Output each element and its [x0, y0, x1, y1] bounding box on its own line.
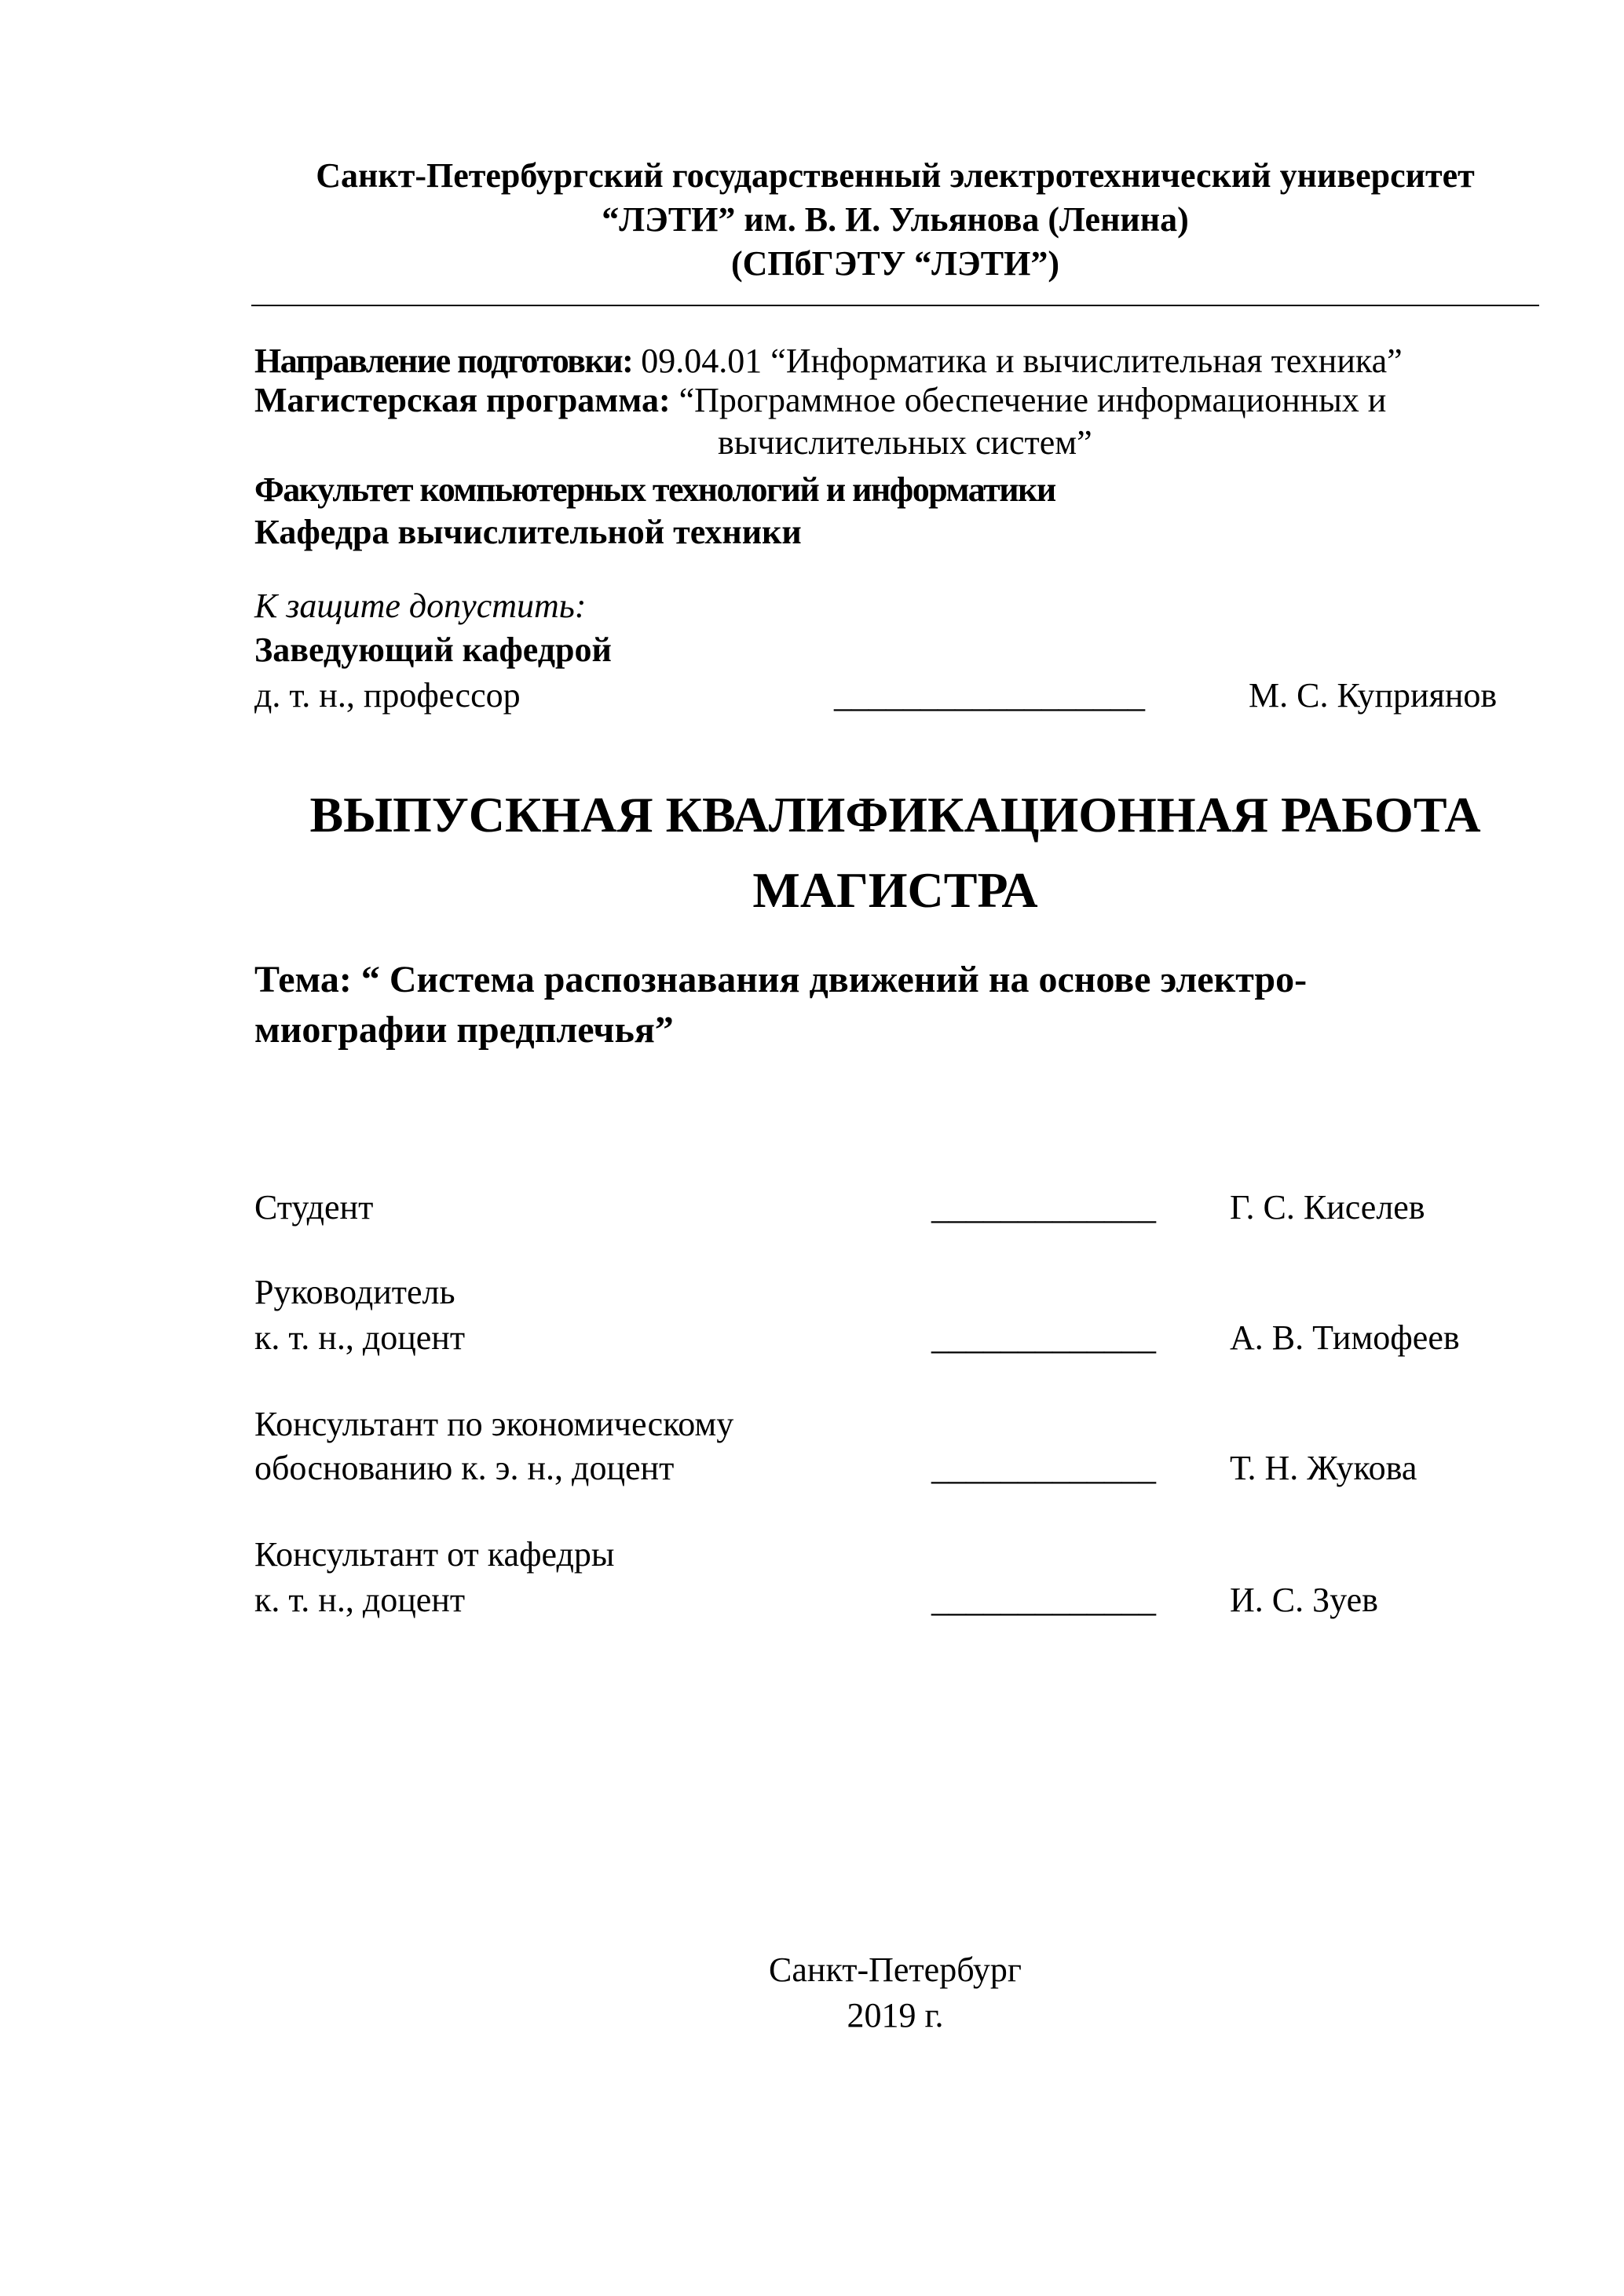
student-role: Студент	[254, 1188, 374, 1227]
university-header	[251, 154, 1539, 286]
thesis-topic-line-1: Тема: “ Система распознавания движений на основе электро-	[254, 959, 1308, 1000]
thesis-topic	[254, 955, 1542, 1055]
university-alias: “ЛЭТИ” им. В. И. Ульянова (Ленина)	[602, 200, 1189, 239]
thesis-topic-line-2: миографии предплечья”	[254, 1009, 674, 1051]
city: Санкт-Петербург	[769, 1951, 1022, 1989]
program-label: Магистерская программа:	[254, 381, 671, 419]
department-consultant-signature-line: _____________	[931, 1581, 1156, 1619]
economic-consultant-signature-line: _____________	[931, 1449, 1156, 1487]
head-of-department-degree: д. т. н., профессор	[254, 676, 521, 715]
economic-consultant-name: Т. Н. Жукова	[1230, 1449, 1417, 1487]
university-name: Санкт-Петербургский государственный электротехнический университет	[316, 156, 1475, 195]
direction-row	[254, 339, 1403, 383]
student-signature-line: _____________	[931, 1188, 1156, 1227]
supervisor-name: А. В. Тимофеев	[1230, 1318, 1460, 1357]
faculty-name: Факультет компьютерных технологий и информатики	[254, 470, 1055, 509]
document-title	[251, 777, 1539, 928]
supervisor-role: Руководитель	[254, 1273, 455, 1311]
year: 2019 г.	[847, 1996, 944, 2035]
supervisor-signature-line: _____________	[931, 1318, 1156, 1357]
document-title-line-1: ВЫПУСКНАЯ КВАЛИФИКАЦИОННАЯ РАБОТА	[309, 787, 1481, 843]
head-of-department-label: Заведующий кафедрой	[254, 631, 612, 669]
student-name: Г. С. Киселев	[1230, 1188, 1425, 1227]
program-row	[254, 378, 1386, 422]
supervisor-degree: к. т. н., доцент	[254, 1318, 466, 1357]
head-signature-line: __________________	[834, 676, 1145, 715]
direction-value: 09.04.01 “Информатика и вычислительная техника”	[632, 342, 1403, 380]
department-name: Кафедра вычислительной техники	[254, 513, 802, 551]
department-consultant-role: Консультант от кафедры	[254, 1535, 615, 1574]
program-value-continuation: вычислительных систем”	[718, 423, 1092, 462]
department-consultant-name: И. С. Зуев	[1230, 1581, 1378, 1619]
document-title-line-2: МАГИСТРА	[752, 862, 1038, 918]
admit-to-defense: К защите допустить:	[254, 587, 587, 625]
header-divider	[251, 305, 1539, 306]
department-consultant-degree: к. т. н., доцент	[254, 1581, 466, 1619]
program-value: “Программное обеспечение информационных и	[670, 381, 1387, 419]
direction-label: Направление подготовки:	[254, 342, 633, 380]
head-of-department-name: М. С. Куприянов	[1249, 676, 1498, 715]
city-year-footer	[0, 1947, 1624, 2038]
university-abbreviation: (СПбГЭТУ “ЛЭТИ”)	[731, 244, 1059, 283]
economic-consultant-role: Консультант по экономическому	[254, 1405, 734, 1443]
economic-consultant-degree: обоснованию к. э. н., доцент	[254, 1449, 675, 1487]
